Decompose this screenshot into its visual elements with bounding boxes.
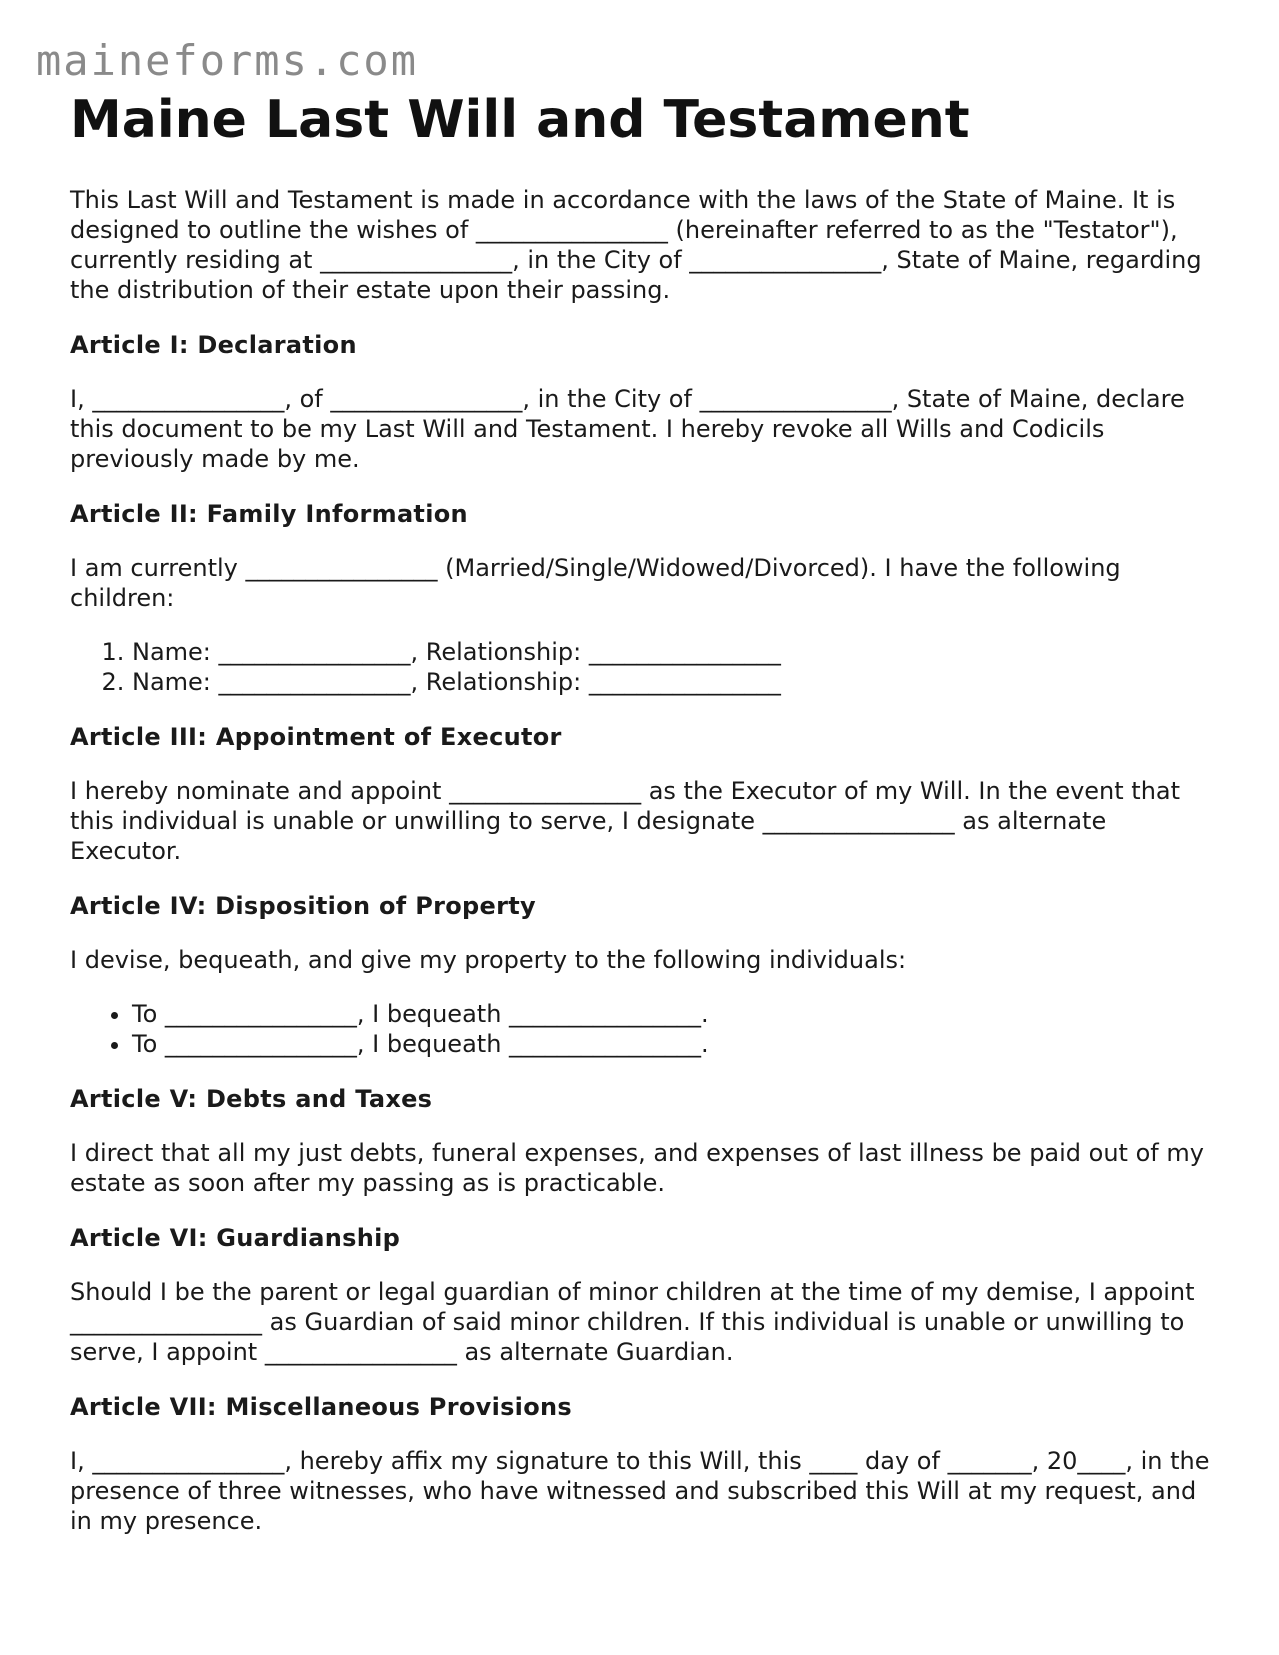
article-heading: Article III: Appointment of Executor xyxy=(70,723,562,752)
article-body: I direct that all my just debts, funeral expenses, and expenses of last illness be paid out of my estate as soon after my passing as is practicable. xyxy=(70,1139,1204,1198)
children-list xyxy=(70,637,1220,697)
bequest-list xyxy=(70,999,1220,1059)
article-body: Should I be the parent or legal guardian of minor children at the time of my demise, I appoint ________________ as Guardian of said minor children. If this individual is unable or unwilling to serve, I appoint ________________ as alternate Guardian. xyxy=(70,1278,1195,1367)
article-heading: Article VII: Miscellaneous Provisions xyxy=(70,1393,572,1422)
article-family-information xyxy=(70,499,1220,697)
article-declaration xyxy=(70,330,1220,474)
article-disposition-of-property xyxy=(70,891,1220,1059)
article-body: I, ________________, of ________________, in the City of ________________, State of Maine, declare this document to be my Last Will and Testament. I hereby revoke all Wills and Codicils previously made by me. xyxy=(70,385,1185,474)
document-title: Maine Last Will and Testament xyxy=(70,90,970,150)
list-item: 1. Name: ________________, Relationship: ________________ xyxy=(132,637,1220,667)
list-item: 2. Name: ________________, Relationship: ________________ xyxy=(132,667,1220,697)
article-body: I am currently ________________ (Married/Single/Widowed/Divorced). I have the following children: xyxy=(70,554,1121,613)
article-heading: Article V: Debts and Taxes xyxy=(70,1085,433,1114)
article-heading: Article IV: Disposition of Property xyxy=(70,892,536,921)
intro-paragraph: This Last Will and Testament is made in accordance with the laws of the State of Maine. It is designed to outline the wishes of ________________ (hereinafter referred to as the "Testator"), currently residing at ________________, in the City of ________________, State of Maine, regarding the distribution of their estate upon their passing. xyxy=(70,186,1202,305)
article-miscellaneous-provisions xyxy=(70,1392,1220,1536)
article-heading: Article I: Declaration xyxy=(70,331,357,360)
article-body: I, ________________, hereby affix my signature to this Will, this ____ day of _______, 20____, in the presence of three witnesses, who have witnessed and subscribed this Will at my request, and in my presence. xyxy=(70,1447,1210,1536)
article-debts-and-taxes xyxy=(70,1084,1220,1198)
article-body: I devise, bequeath, and give my property to the following individuals: xyxy=(70,946,907,975)
article-heading: Article II: Family Information xyxy=(70,500,468,529)
site-watermark: maineforms.com xyxy=(36,36,419,85)
document-page xyxy=(70,92,1220,1536)
list-item: • To ________________, I bequeath ________________. xyxy=(132,1029,1220,1059)
list-item: • To ________________, I bequeath ________________. xyxy=(132,999,1220,1029)
article-guardianship xyxy=(70,1223,1220,1367)
article-appointment-of-executor xyxy=(70,722,1220,866)
article-heading: Article VI: Guardianship xyxy=(70,1224,401,1253)
article-body: I hereby nominate and appoint ________________ as the Executor of my Will. In the event that this individual is unable or unwilling to serve, I designate ________________ as alternate Executor. xyxy=(70,777,1181,866)
